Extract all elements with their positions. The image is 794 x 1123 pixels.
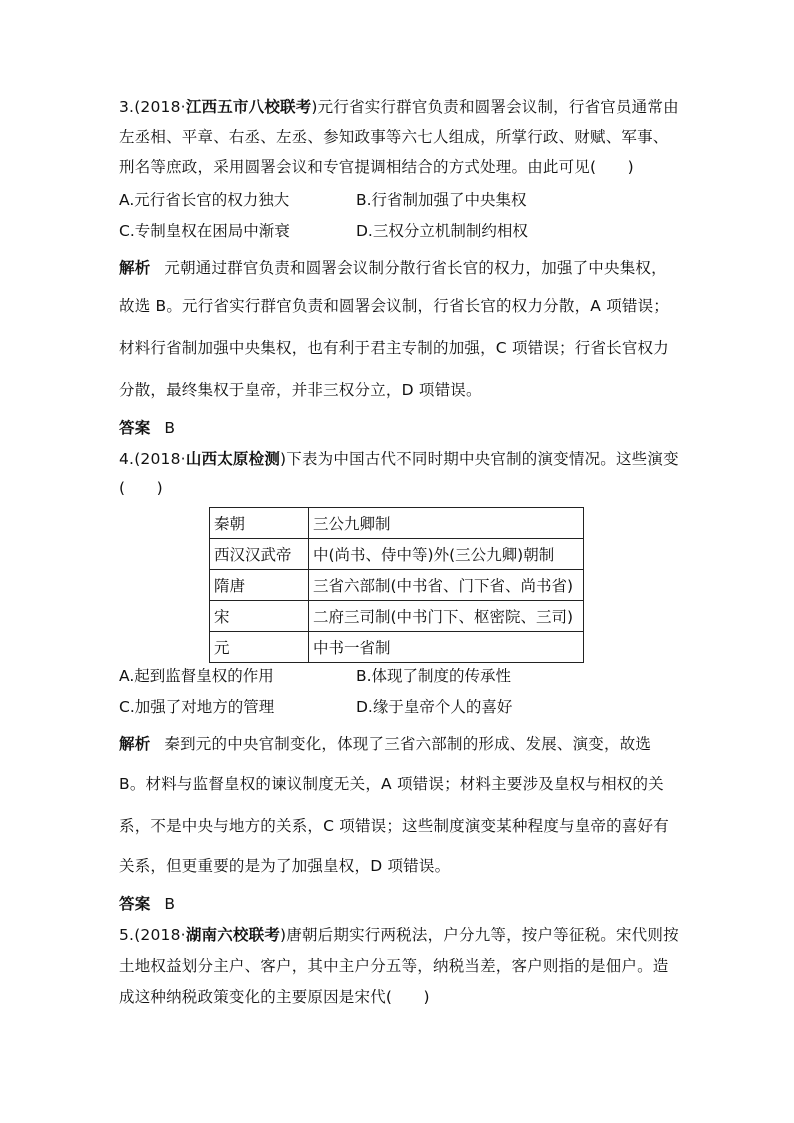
table-cell-period: 秦朝 (210, 508, 309, 539)
q4-stem-text-1: )下表为中国古代不同时期中央官制的演变情况。这些演变 (280, 450, 679, 468)
q3-analysis-label: 解析 (119, 259, 151, 277)
table-cell-period: 元 (210, 632, 309, 663)
q4-answer (119, 893, 175, 915)
q3-option-c: C.专制皇权在困局中渐衰 (119, 222, 290, 240)
table-row (210, 508, 584, 539)
q4-analysis-line-2: B。材料与监督皇权的谏议制度无关，A 项错误；材料主要涉及皇权与相权的关 (119, 775, 664, 793)
table-cell-system: 三省六部制(中书省、门下省、尚书省) (309, 570, 584, 601)
q3-answer-label: 答案 (119, 419, 151, 437)
q4-analysis-label: 解析 (119, 735, 151, 753)
q4-analysis-line-3: 系，不是中央与地方的关系，C 项错误；这些制度演变某种程度与皇帝的喜好有 (119, 817, 669, 835)
q4-analysis-line-1 (119, 733, 651, 755)
q5-stem-line-3: 成这种纳税政策变化的主要原因是宋代( ) (119, 988, 430, 1006)
q5-stem-line-2: 土地权益划分主户、客户，其中主户分五等，纳税当差，客户则指的是佃户。造 (119, 957, 669, 975)
table-cell-system: 三公九卿制 (309, 508, 584, 539)
q3-stem-line-2: 左丞相、平章、右丞、左丞、参知政事等六七人组成，所掌行政、财赋、军事、 (119, 128, 669, 146)
q4-stem-line-2: ( ) (119, 479, 163, 497)
table-row (210, 539, 584, 570)
q5-source: 湖南六校联考 (185, 926, 281, 944)
table-row (210, 601, 584, 632)
table-cell-system: 二府三司制(中书门下、枢密院、三司) (309, 601, 584, 632)
q3-answer-value: B (164, 419, 176, 437)
q4-option-d: D.缘于皇帝个人的喜好 (356, 698, 513, 716)
table-cell-period: 西汉汉武帝 (210, 539, 309, 570)
table-cell-period: 宋 (210, 601, 309, 632)
q4-analysis-line-4: 关系，但更重要的是为了加强皇权，D 项错误。 (119, 857, 451, 875)
q3-stem-text-1: )元行省实行群官负责和圆署会议制，行省官员通常由 (311, 98, 679, 116)
q3-analysis-line-1 (119, 257, 667, 279)
q3-analysis-text-1: 元朝通过群官负责和圆署会议制分散行省长官的权力，加强了中央集权， (164, 259, 667, 277)
q3-analysis-line-3: 材料行省制加强中央集权，也有利于君主专制的加强，C 项错误；行省长官权力 (119, 339, 669, 357)
q5-number: 5.(2018· (119, 926, 186, 944)
q4-number: 4.(2018· (119, 450, 186, 468)
q3-answer (119, 417, 175, 439)
q3-option-d: D.三权分立机制制约相权 (356, 222, 528, 240)
table-row (210, 632, 584, 663)
q4-officialdom-table (209, 507, 584, 663)
q3-option-a: A.元行省长官的权力独大 (119, 191, 290, 209)
q4-answer-label: 答案 (119, 895, 151, 913)
table-cell-system: 中(尚书、侍中等)外(三公九卿)朝制 (309, 539, 584, 570)
q4-answer-value: B (164, 895, 176, 913)
q3-analysis-line-2: 故选 B。元行省实行群官负责和圆署会议制，行省长官的权力分散，A 项错误； (119, 297, 669, 315)
q4-option-b: B.体现了制度的传承性 (356, 667, 512, 685)
q3-option-b: B.行省制加强了中央集权 (356, 191, 527, 209)
table-row (210, 570, 584, 601)
q4-analysis-text-1: 秦到元的中央官制变化，体现了三省六部制的形成、发展、演变，故选 (164, 735, 652, 753)
q3-number: 3.(2018· (119, 98, 186, 116)
q3-analysis-line-4: 分散，最终集权于皇帝，并非三权分立，D 项错误。 (119, 381, 482, 399)
q3-source: 江西五市八校联考 (185, 98, 312, 116)
table-cell-system: 中书一省制 (309, 632, 584, 663)
q4-option-c: C.加强了对地方的管理 (119, 698, 275, 716)
q3-stem-line-3: 刑名等庶政，采用圆署会议和专官提调相结合的方式处理。由此可见( ) (119, 158, 634, 176)
q4-option-a: A.起到监督皇权的作用 (119, 667, 274, 685)
q5-stem-line-1 (119, 924, 679, 946)
table-cell-period: 隋唐 (210, 570, 309, 601)
q5-stem-text-1: )唐朝后期实行两税法，户分九等，按户等征税。宋代则按 (280, 926, 679, 944)
q3-stem-line-1 (119, 96, 679, 118)
q4-source: 山西太原检测 (185, 450, 281, 468)
q4-stem-line-1 (119, 448, 679, 470)
